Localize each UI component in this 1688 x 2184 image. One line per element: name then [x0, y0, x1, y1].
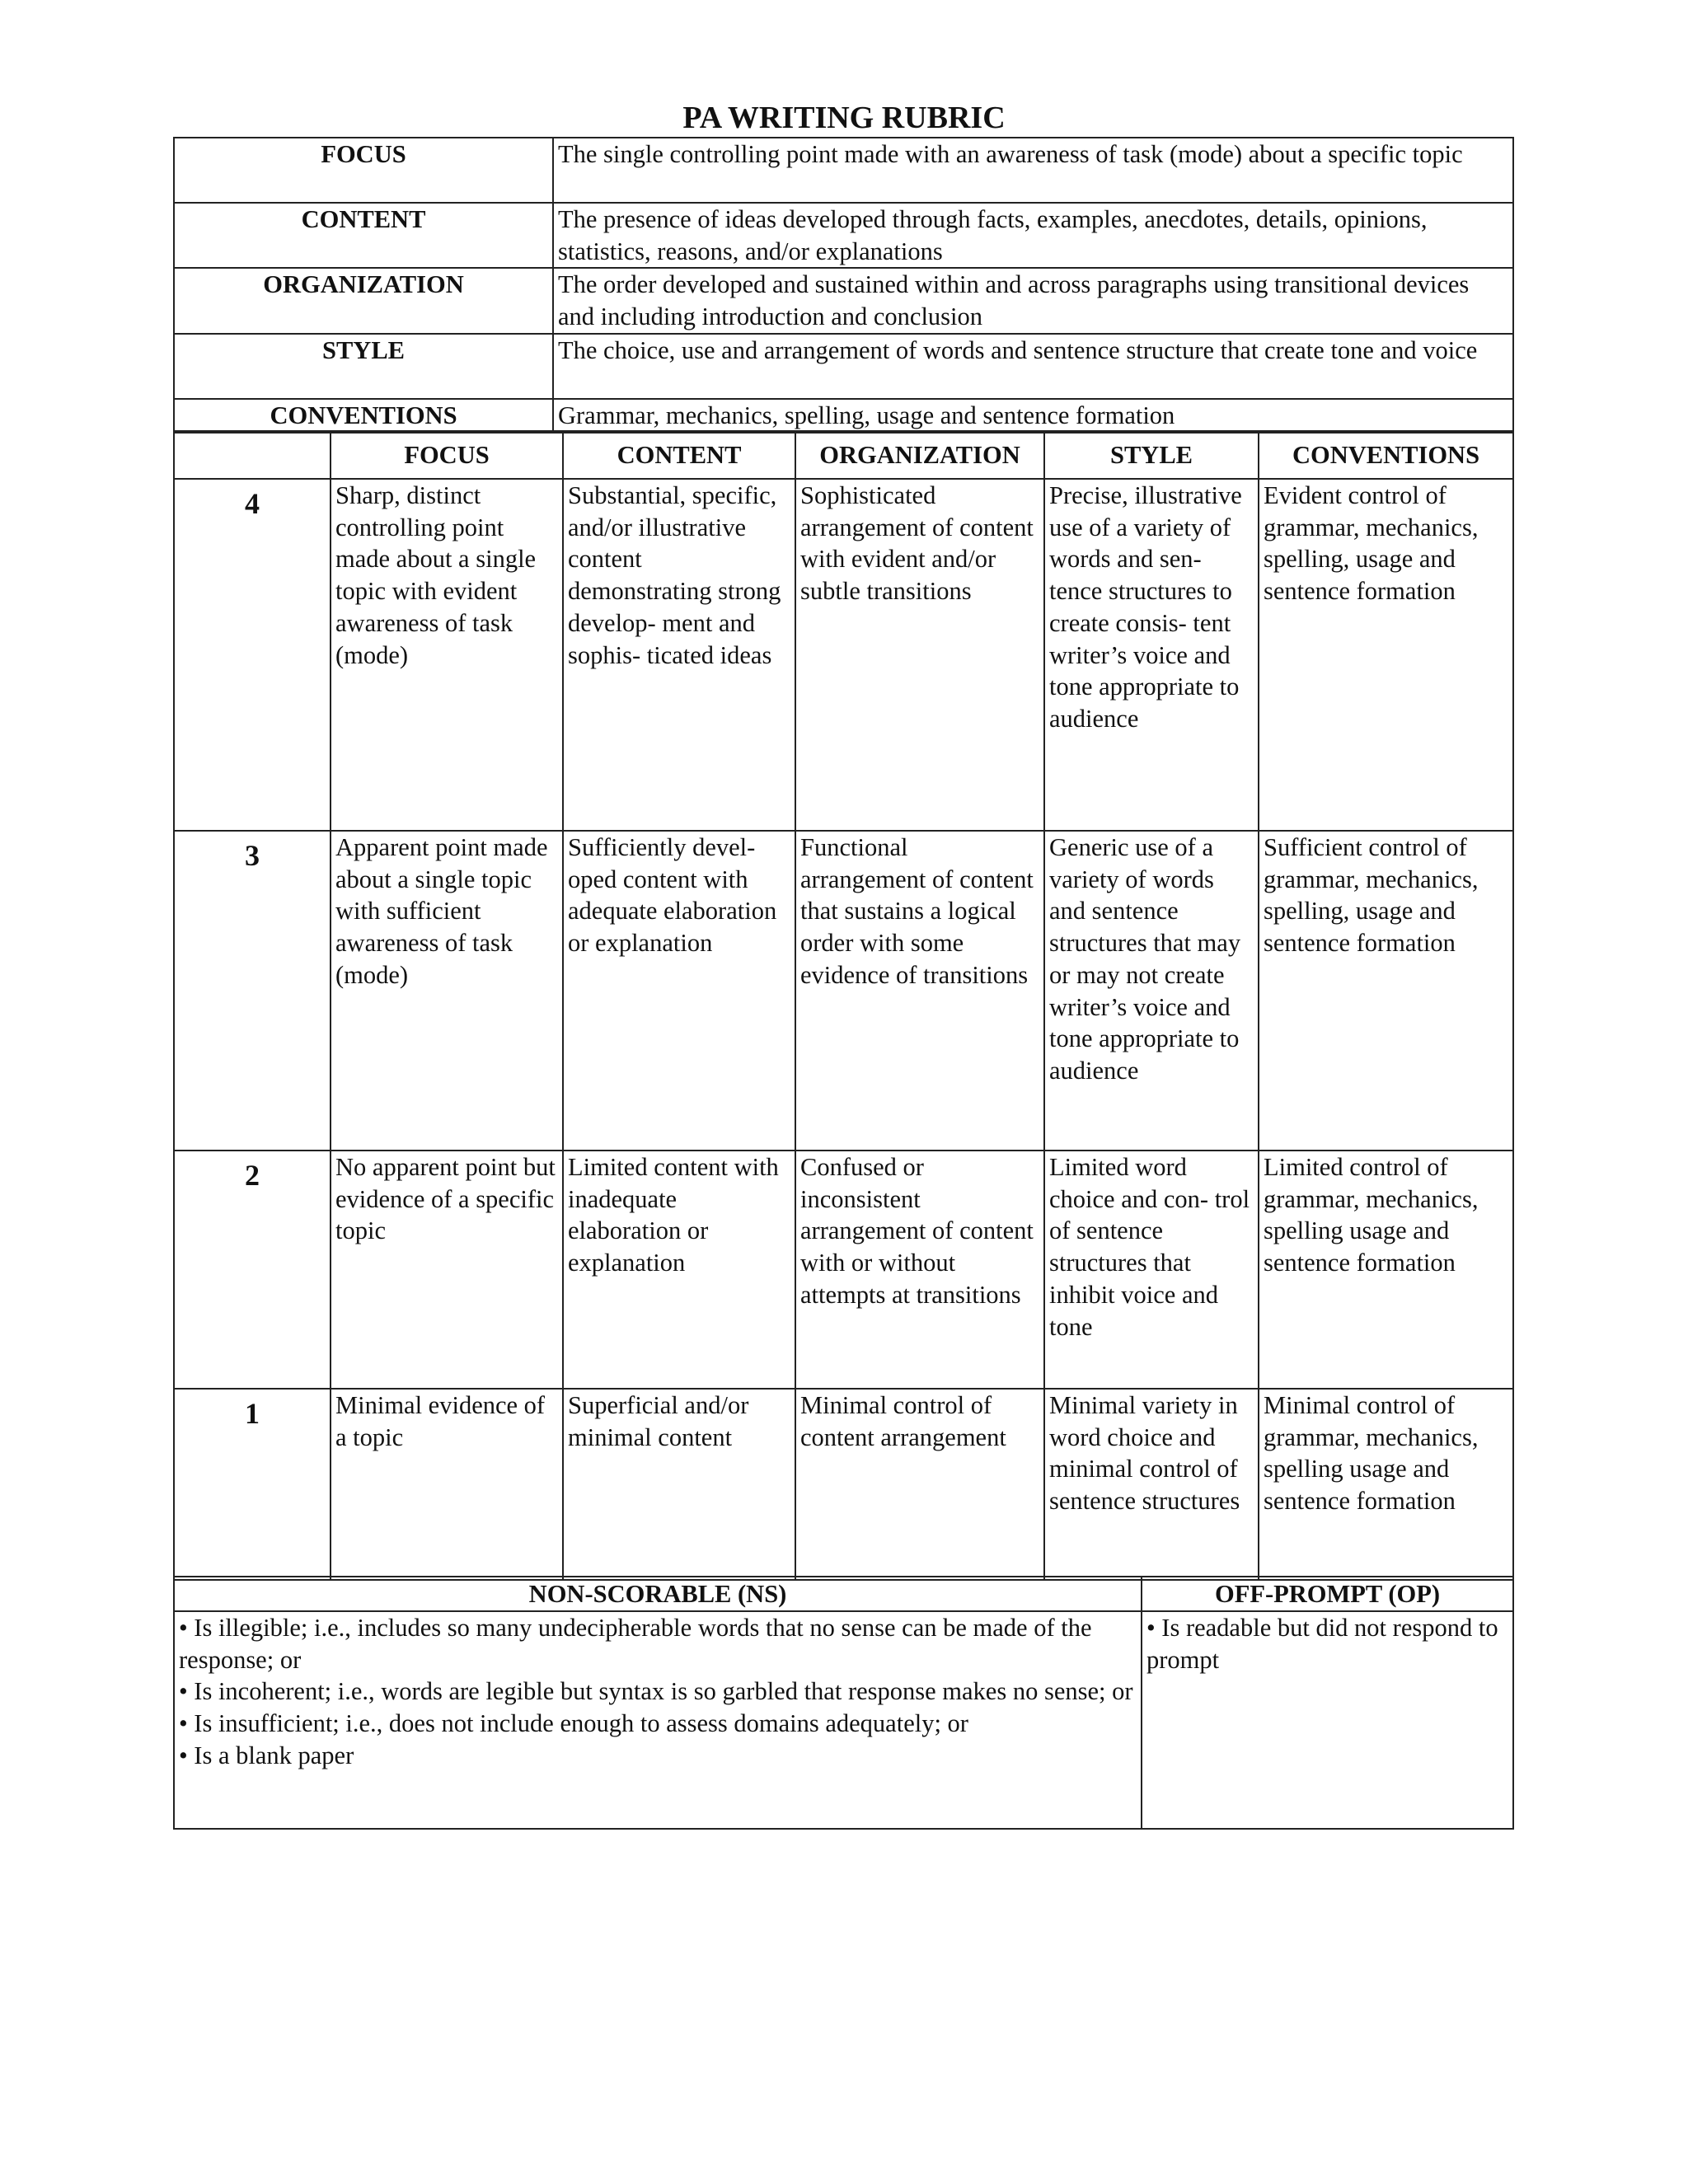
rubric-cell: Minimal control of grammar, mechanics, spelling usage and sentence formation: [1259, 1389, 1513, 1580]
off-prompt-list: [1142, 1611, 1513, 1829]
notes-header-row: [174, 1577, 1513, 1611]
rubric-cell: Apparent point made about a single topic with sufficient awareness of task (mode): [331, 831, 563, 1151]
rubric-cell: Minimal evidence of a topic: [331, 1389, 563, 1580]
score-row: [174, 479, 1513, 831]
score-table: [173, 430, 1514, 1581]
definition-row: [174, 138, 1513, 203]
definition-term: CONVENTIONS: [174, 399, 553, 433]
rubric-cell: Sufficient control of grammar, mechanics, spelling, usage and sentence formation: [1259, 831, 1513, 1151]
definition-term: FOCUS: [174, 138, 553, 203]
rubric-cell: Evident control of grammar, mechanics, spelling, usage and sentence formation: [1259, 479, 1513, 831]
score-row: [174, 831, 1513, 1151]
score-row: [174, 1151, 1513, 1389]
non-scorable-item: • Is insufficient; i.e., does not include enough to assess domains adequately; or: [179, 1709, 968, 1738]
notes-table: [173, 1576, 1514, 1830]
rubric-cell: Superficial and/or minimal content: [563, 1389, 795, 1580]
rubric-cell: Substantial, specific, and/or illustrative content demonstrating strong develop- ment and sophis- ticated ideas: [563, 479, 795, 831]
definition-description: The presence of ideas developed through facts, examples, anecdotes, details, opinions, statistics, reasons, and/or explanations: [553, 203, 1513, 268]
rubric-cell: Confused or inconsistent arrangement of content with or without attempts at transitions: [795, 1151, 1044, 1389]
score-value: 4: [174, 479, 331, 831]
page-title: PA WRITING RUBRIC: [682, 101, 1006, 135]
definitions-table: [173, 137, 1514, 434]
non-scorable-item: • Is illegible; i.e., includes so many undecipherable words that no sense can be made of the response; or: [179, 1614, 1092, 1674]
score-header-row: [174, 431, 1513, 479]
column-header-conventions: CONVENTIONS: [1259, 431, 1513, 479]
definition-description: The single controlling point made with an awareness of task (mode) about a specific topic: [553, 138, 1513, 203]
score-value: 1: [174, 1389, 331, 1580]
definition-term: CONTENT: [174, 203, 553, 268]
non-scorable-item: • Is incoherent; i.e., words are legible but syntax is so garbled that response makes no sense; or: [179, 1677, 1133, 1706]
rubric-cell: No apparent point but evidence of a specific topic: [331, 1151, 563, 1389]
definition-description: The order developed and sustained within and across paragraphs using transitional devices and including introduction and conclusion: [553, 268, 1513, 333]
definition-term: ORGANIZATION: [174, 268, 553, 333]
rubric-cell: Limited control of grammar, mechanics, spelling usage and sentence formation: [1259, 1151, 1513, 1389]
off-prompt-item: • Is readable but did not respond to prompt: [1146, 1614, 1498, 1674]
definition-row: [174, 399, 1513, 433]
column-header-organization: ORGANIZATION: [795, 431, 1044, 479]
column-header-focus: FOCUS: [331, 431, 563, 479]
rubric-cell: Precise, illustrative use of a variety of words and sen- tence structures to create consis- tent writer’s voice and tone appropriate to audience: [1044, 479, 1259, 831]
score-value: 2: [174, 1151, 331, 1389]
off-prompt-heading: OFF-PROMPT (OP): [1142, 1577, 1513, 1611]
rubric-cell: Limited content with inadequate elaboration or explanation: [563, 1151, 795, 1389]
score-row: [174, 1389, 1513, 1580]
column-header-style: STYLE: [1044, 431, 1259, 479]
rubric-cell: Generic use of a variety of words and sentence structures that may or may not create writer’s voice and tone appropriate to audience: [1044, 831, 1259, 1151]
score-header-blank: [174, 431, 331, 479]
rubric-cell: Minimal control of content arrangement: [795, 1389, 1044, 1580]
rubric-cell: Minimal variety in word choice and minimal control of sentence structures: [1044, 1389, 1259, 1580]
definition-description: The choice, use and arrangement of words and sentence structure that create tone and voice: [553, 334, 1513, 399]
non-scorable-item: • Is a blank paper: [179, 1741, 354, 1769]
score-value: 3: [174, 831, 331, 1151]
rubric-cell: Limited word choice and con- trol of sentence structures that inhibit voice and tone: [1044, 1151, 1259, 1389]
definition-row: [174, 203, 1513, 268]
definition-term: STYLE: [174, 334, 553, 399]
non-scorable-heading: NON-SCORABLE (NS): [174, 1577, 1142, 1611]
non-scorable-list: [174, 1611, 1142, 1829]
rubric-cell: Sharp, distinct controlling point made about a single topic with evident awareness of task (mode): [331, 479, 563, 831]
rubric-cell: Functional arrangement of content that sustains a logical order with some evidence of transitions: [795, 831, 1044, 1151]
notes-body-row: [174, 1611, 1513, 1829]
definition-description: Grammar, mechanics, spelling, usage and sentence formation: [553, 399, 1513, 433]
rubric-cell: Sophisticated arrangement of content with evident and/or subtle transitions: [795, 479, 1044, 831]
definition-row: [174, 268, 1513, 333]
definition-row: [174, 334, 1513, 399]
rubric-cell: Sufficiently devel- oped content with adequate elaboration or explanation: [563, 831, 795, 1151]
column-header-content: CONTENT: [563, 431, 795, 479]
